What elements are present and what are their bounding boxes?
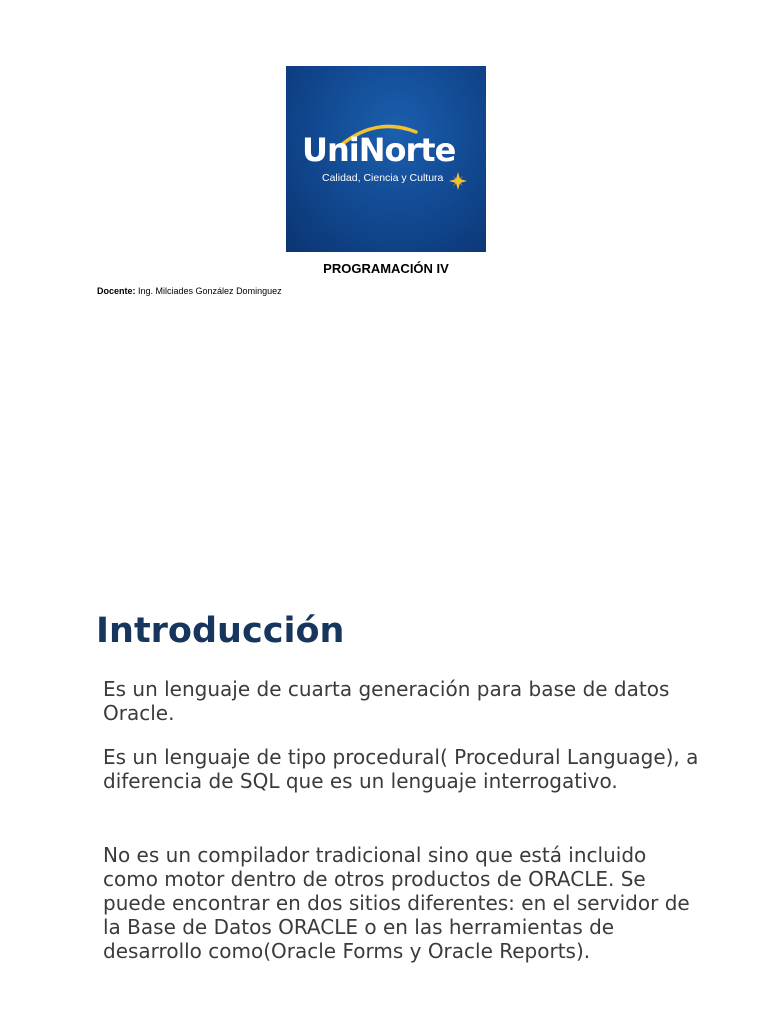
uninorte-logo	[286, 66, 486, 252]
logo-tagline: Calidad, Ciencia y Cultura	[322, 172, 444, 184]
section-heading: Introducción	[96, 611, 345, 651]
intro-paragraph-3: No es un compilador tradicional sino que está incluido como motor dentro de otros productos de ORACLE. Se puede encontrar en dos sitios diferentes: en el servidor de la Base de Datos ORACLE o en las herramientas de desarrollo como(Oracle Forms y Oracle Reports).	[103, 843, 690, 963]
course-title: PROGRAMACIÓN IV	[323, 261, 449, 276]
teacher-label: Docente:	[97, 286, 136, 296]
star-icon	[449, 172, 467, 190]
logo-brand-text: UniNorte	[302, 131, 456, 169]
intro-paragraph-2: Es un lenguaje de tipo procedural( Procedural Language), a diferencia de SQL que es un lenguaje interrogativo.	[103, 745, 699, 793]
teacher-line	[97, 286, 282, 296]
intro-paragraph-1: Es un lenguaje de cuarta generación para base de datos Oracle.	[103, 677, 670, 725]
teacher-name: Ing. Milciades González Dominguez	[135, 286, 282, 296]
